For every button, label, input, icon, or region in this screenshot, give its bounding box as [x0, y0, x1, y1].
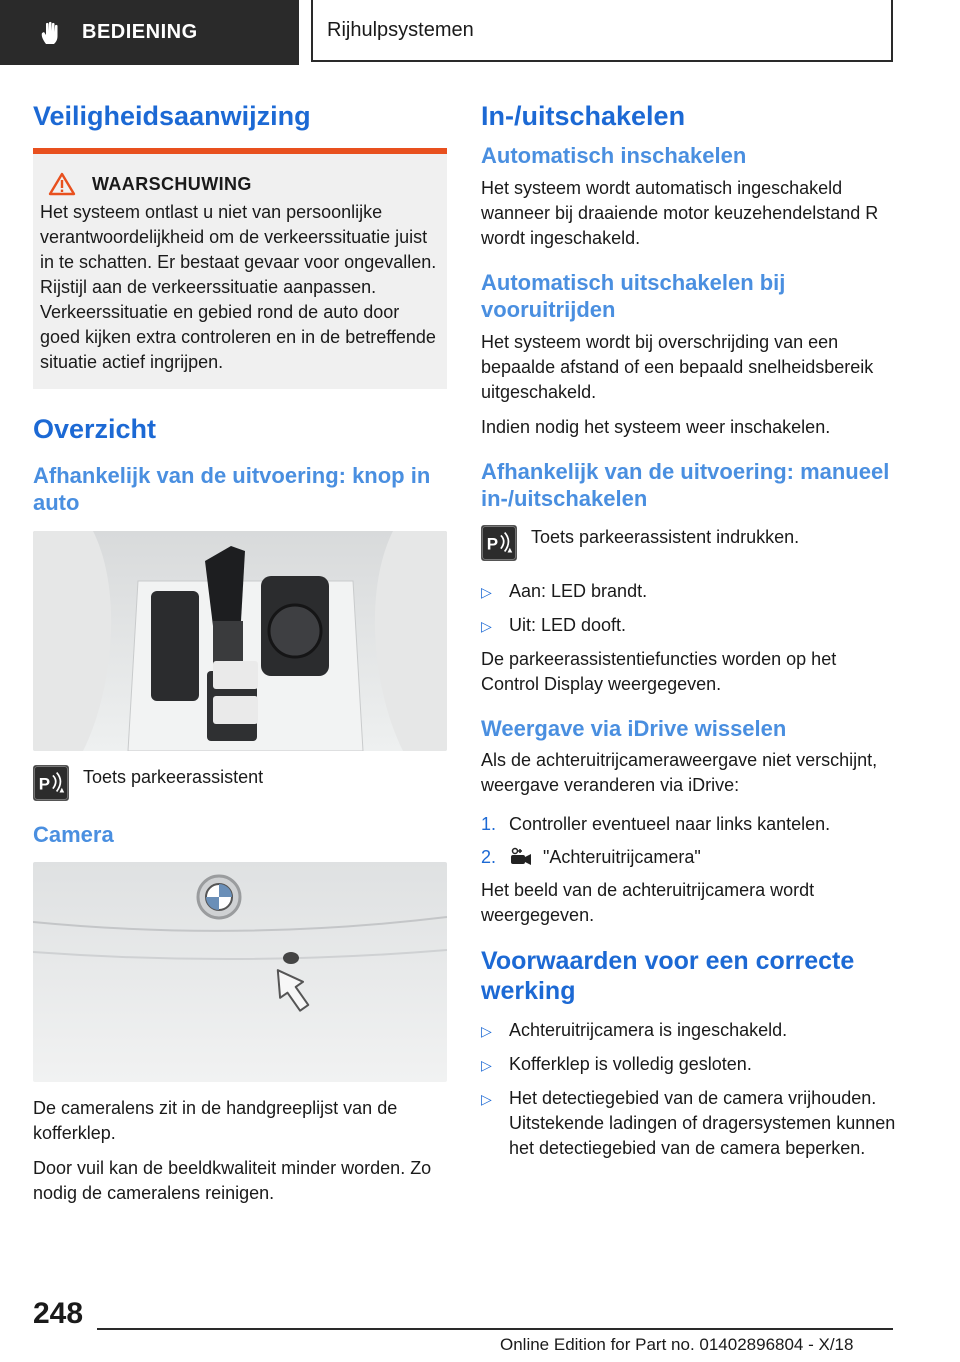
warning-text: Het systeem ontlast u niet van persoonlijke verantwoordelijkheid om de verkeerssituatie juist in te schatten. Er bestaat gevaar voor ongevallen. Rijstijl aan de verkeerssituatie aanpassen. Verkeerssituatie en gebied rond de auto door goed kijken extra controleren en in de betreffende situatie actief ingrijpen.: [40, 202, 437, 373]
list-item: [481, 845, 899, 870]
bullet-marker: ▷: [481, 1057, 492, 1074]
condition-2: Kofferklep is volledig gesloten.: [509, 1054, 752, 1075]
heading-overview: Overzicht: [33, 414, 157, 445]
heading-manual: Afhankelijk van de uitvoering: manueel in-/uitschakelen: [481, 458, 890, 512]
svg-text:P: P: [486, 534, 499, 554]
park-assist-caption: Toets parkeerassistent: [83, 766, 264, 787]
bullet-led-off: Uit: LED dooft.: [509, 614, 627, 635]
left-column: [33, 100, 447, 1216]
section-label: BEDIENING: [82, 21, 198, 43]
heading-idrive: Weergave via iDrive wisselen: [481, 715, 787, 741]
center-console-image: [33, 531, 447, 751]
bullet-marker: ▷: [481, 1023, 492, 1040]
heading-auto-off: Automatisch uitschakelen bij vooruitrijden: [481, 269, 786, 323]
bullet-marker: ▷: [481, 617, 492, 634]
chapter-label: Rijhulpsystemen: [327, 18, 474, 41]
list-item: [481, 613, 899, 639]
section-tab: [0, 0, 299, 65]
display-text: De parkeerassistentiefuncties worden op het Control Display weergegeven.: [481, 648, 837, 694]
manual-switch-row: [481, 525, 899, 561]
list-item: [481, 1052, 899, 1078]
step-number: 2.: [481, 847, 497, 868]
rear-camera-image: [33, 862, 447, 1082]
heading-auto-on: Automatisch inschakelen: [481, 143, 747, 169]
hand-icon: [38, 20, 64, 46]
camera-text-2: Door vuil kan de beeldkwaliteit minder worden. Zo nodig de cameralens reinigen.: [33, 1158, 432, 1204]
park-assist-icon: [481, 525, 517, 561]
heading-safety: Veiligheidsaanwijzing: [33, 101, 311, 131]
bullet-marker: ▷: [481, 583, 492, 600]
image-text: Het beeld van de achteruitrijcamera wordt weergegeven.: [481, 880, 815, 926]
footer-divider: [97, 1328, 893, 1330]
list-item: [481, 579, 899, 605]
step-number: 1.: [481, 814, 497, 835]
warning-box: [33, 148, 447, 389]
condition-1: Achteruitrijcamera is ingeschakeld.: [509, 1020, 788, 1041]
camera-text-1: De cameralens zit in de handgreeplijst van de kofferklep.: [33, 1098, 398, 1144]
heading-button-in-car: Afhankelijk van de uitvoering: knop in auto: [33, 462, 431, 516]
chapter-tab: [311, 0, 893, 62]
auto-on-text: Het systeem wordt automatisch ingeschakeld wanneer bij draaiende motor keuzehendelstand R wordt ingeschakeld.: [481, 177, 879, 248]
auto-off-text-2: Indien nodig het systeem weer inschakelen.: [481, 416, 831, 437]
page-number: 248: [33, 1297, 84, 1330]
step-text: Controller eventueel naar links kantelen.: [509, 814, 831, 835]
bullet-marker: ▷: [481, 1091, 492, 1108]
heading-camera: Camera: [33, 821, 114, 847]
step-text: "Achteruitrijcamera": [543, 847, 701, 868]
warning-triangle-icon: [48, 172, 76, 196]
edition-text: Online Edition for Part no. 01402896804 - X/18: [500, 1335, 854, 1354]
list-item: [481, 1086, 899, 1161]
heading-on-off: In-/uitschakelen: [481, 101, 686, 131]
manual-switch-text: Toets parkeerassistent indrukken.: [531, 526, 800, 547]
idrive-text: Als de achteruitrijcameraweergave niet verschijnt, weergave veranderen via iDrive:: [481, 750, 878, 796]
list-item: [481, 812, 899, 837]
auto-off-text-1: Het systeem wordt bij overschrijding van een bepaalde afstand of een bepaald snelheidsbereik uitgeschakeld.: [481, 331, 874, 402]
park-assist-icon: [33, 765, 69, 801]
right-column: [481, 100, 899, 1169]
list-item: [481, 1018, 899, 1044]
warning-label: WAARSCHUWING: [92, 173, 252, 194]
condition-3: Het detectiegebied van de camera vrijhouden. Uitstekende ladingen of dragersystemen kunnen het detectiegebied van de camera beperken.: [509, 1088, 896, 1159]
rear-camera-icon: [509, 847, 535, 867]
svg-text:P: P: [38, 774, 51, 794]
bullet-led-on: Aan: LED brandt.: [509, 580, 648, 601]
park-assist-button-legend: [33, 765, 447, 801]
heading-conditions: Voorwaarden voor een correcte werking: [481, 947, 855, 1006]
